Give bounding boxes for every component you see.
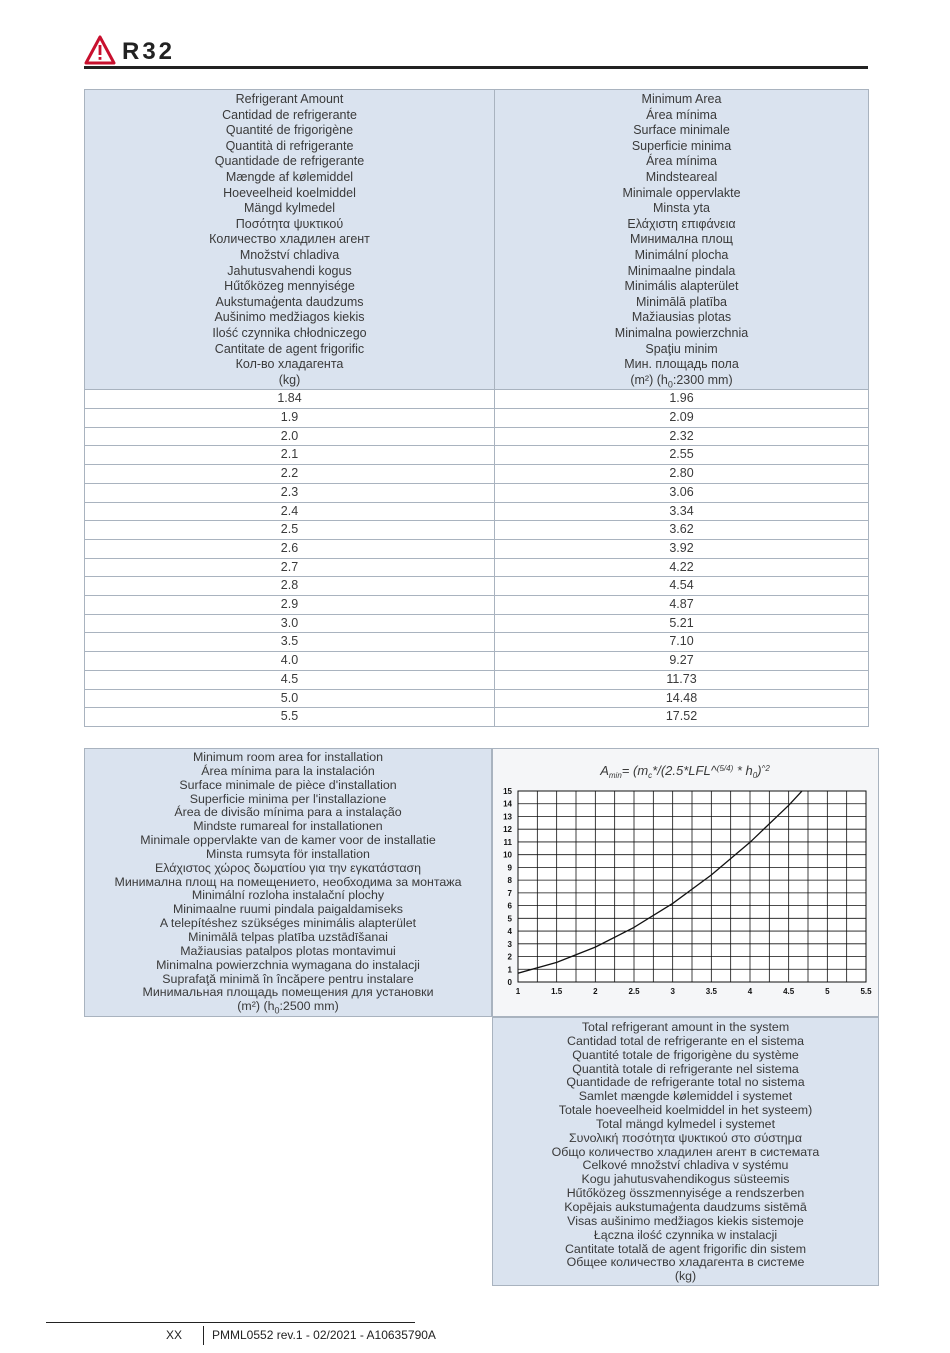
cell-minimum-area: 1.96 <box>495 390 869 409</box>
refrigerant-area-table <box>84 89 869 727</box>
header-line: Mängd kylmedel <box>243 201 335 216</box>
table-row <box>85 652 869 671</box>
description-line: (kg) <box>674 1269 697 1284</box>
x-tick-label: 5.5 <box>860 987 872 996</box>
description-line: Kogu jahutusvahendikogus süsteemis <box>581 1172 790 1187</box>
table-row <box>85 521 869 540</box>
table-row <box>85 633 869 652</box>
table-row <box>85 708 869 727</box>
header-line: Мин. площадь пола <box>624 357 739 372</box>
table-row <box>85 670 869 689</box>
y-tick-label: 6 <box>507 901 512 911</box>
header-line: Superficie minima <box>631 138 732 153</box>
description-line: Minsta rumsyta för installation <box>206 846 370 861</box>
description-line: Quantidade de refrigerante total no sistema <box>566 1075 805 1090</box>
formula-part: = (m <box>621 763 649 778</box>
y-tick-label: 0 <box>507 978 512 987</box>
header-line: Cantidad de refrigerante <box>222 107 357 122</box>
header-line: Surface minimale <box>633 123 730 138</box>
description-line: Área mínima para la instalación <box>201 763 375 778</box>
cell-refrigerant-amount: 2.2 <box>85 465 495 484</box>
y-tick-label: 5 <box>507 914 512 924</box>
formula-part: ^2 <box>761 764 770 773</box>
y-axis-description <box>84 748 492 1017</box>
description-line: Quantité totale de frigorigène du système <box>572 1047 799 1062</box>
header-refrigerant-amount <box>85 90 495 390</box>
description-line: Общее количество хладагента в системе <box>566 1255 805 1270</box>
description-unit <box>85 1000 491 1018</box>
header-line: Quantidade de refrigerante <box>214 154 365 169</box>
cell-refrigerant-amount: 2.5 <box>85 521 495 540</box>
header-line: Minimale oppervlakte <box>622 185 741 200</box>
y-tick-label: 2 <box>507 952 512 962</box>
description-line: Ελάχιστος χώρος δωματίου για την εγκατάσταση <box>154 860 422 875</box>
x-tick-label: 3 <box>670 987 675 996</box>
cell-refrigerant-amount: 4.0 <box>85 652 495 671</box>
table-row <box>85 577 869 596</box>
description-line: Minimālā telpas platība uzstādīšanai <box>188 929 388 944</box>
description-line: Cantidad total de refrigerante en el sistema <box>567 1033 804 1048</box>
description-line: Quantità totale di refrigerante nel sistema <box>572 1061 799 1076</box>
table-row <box>85 539 869 558</box>
header-line: Cantitate de agent frigorific <box>214 341 365 356</box>
header-line: Minsta yta <box>653 201 710 216</box>
chart-panel <box>492 748 879 1017</box>
cell-minimum-area: 5.21 <box>495 614 869 633</box>
cell-minimum-area: 9.27 <box>495 652 869 671</box>
x-tick-label: 2 <box>593 987 598 996</box>
table-row <box>85 558 869 577</box>
formula-part: 0 <box>752 771 758 780</box>
cell-minimum-area: 14.48 <box>495 689 869 708</box>
unit-text: (m²) (h <box>237 999 275 1014</box>
header-line: Refrigerant Amount <box>235 92 344 106</box>
table-row <box>85 427 869 446</box>
description-line: Συνολική ποσότητα ψυκτικού στο σύστημα <box>569 1130 802 1145</box>
cell-minimum-area: 4.54 <box>495 577 869 596</box>
cell-minimum-area: 17.52 <box>495 708 869 727</box>
description-line: Minimalna powierzchnia wymagana do instalacji <box>156 957 420 972</box>
description-line: Total refrigerant amount in the system <box>581 1020 790 1034</box>
y-tick-label: 11 <box>503 837 512 847</box>
cell-minimum-area: 3.06 <box>495 483 869 502</box>
formula-part: c <box>648 771 653 780</box>
document-reference: PMML0552 rev.1 - 02/2021 - A10635790A <box>212 1328 436 1342</box>
cell-minimum-area: 7.10 <box>495 633 869 652</box>
cell-refrigerant-amount: 5.5 <box>85 708 495 727</box>
header-line: Minimum Area <box>641 92 722 106</box>
description-line: Минимална площ на помещението, необходима за монтажа <box>114 874 462 889</box>
header-line: Mažiausias plotas <box>631 310 732 325</box>
formula-part: */(2.5*LFL^ <box>652 763 717 778</box>
header-line: Количество хладилен агент <box>209 232 370 247</box>
cell-refrigerant-amount: 2.6 <box>85 539 495 558</box>
header-line: Ελάχιστη επιφάνεια <box>627 216 736 231</box>
cell-refrigerant-amount: 2.3 <box>85 483 495 502</box>
x-tick-label: 4.5 <box>783 987 795 996</box>
x-tick-label: 2.5 <box>628 987 640 996</box>
cell-minimum-area: 2.80 <box>495 465 869 484</box>
cell-refrigerant-amount: 2.7 <box>85 558 495 577</box>
x-tick-label: 1.5 <box>551 987 563 996</box>
description-line: Общо количество хладилен агент в системата <box>551 1144 820 1159</box>
area-vs-charge-chart <box>493 749 878 1016</box>
y-tick-label: 9 <box>507 863 512 873</box>
footer-separator <box>203 1326 204 1345</box>
header-line: Minimalna powierzchnia <box>614 325 749 340</box>
description-line: Mindste rumareal for installationen <box>193 819 383 834</box>
unit-subscript: 0 <box>274 1005 280 1016</box>
table-row <box>85 390 869 409</box>
table-row <box>85 596 869 615</box>
header-line: Ποσότητα ψυκτικού <box>235 216 344 231</box>
header-minimum-area <box>495 90 869 390</box>
header-line: Aušinimo medžiagos kiekis <box>214 310 365 325</box>
table-row <box>85 483 869 502</box>
description-line: Łączna ilość czynnika w instalacji <box>593 1227 778 1242</box>
header-line: Minimaalne pindala <box>627 263 736 278</box>
cell-refrigerant-amount: 2.4 <box>85 502 495 521</box>
warning-triangle-icon <box>84 35 116 65</box>
description-line: Mažiausias patalpos plotas montavimui <box>180 943 396 958</box>
cell-refrigerant-amount: 5.0 <box>85 689 495 708</box>
description-line: Total mängd kylmedel i systemet <box>595 1116 776 1131</box>
y-tick-label: 7 <box>507 888 512 898</box>
y-tick-label: 3 <box>507 939 512 949</box>
header-line: Mængde af kølemiddel <box>225 169 354 184</box>
header-line: Área mínima <box>646 107 717 122</box>
description-line: Hűtőközeg összmennyisége a rendszerben <box>566 1186 805 1201</box>
unit-text: (m²) (h <box>630 372 668 387</box>
header-line: Hoeveelheid koelmiddel <box>223 185 356 200</box>
x-tick-label: 5 <box>825 987 830 996</box>
cell-minimum-area: 2.09 <box>495 408 869 427</box>
unit-subscript: 0 <box>667 379 673 390</box>
formula-part: A <box>600 763 609 778</box>
table-row <box>85 465 869 484</box>
x-tick-label: 3.5 <box>705 987 717 996</box>
cell-minimum-area: 3.92 <box>495 539 869 558</box>
header-line: Кол-во хладагента <box>235 357 344 372</box>
cell-refrigerant-amount: 2.0 <box>85 427 495 446</box>
description-line: Minimale oppervlakte van de kamer voor de installatie <box>140 833 436 848</box>
header-line: Mindsteareal <box>645 169 718 184</box>
description-line: Minimaalne ruumi pindala paigaldamiseks <box>172 902 404 917</box>
description-line: Área de divisão mínima para a instalação <box>174 805 402 820</box>
description-line: Minimální rozloha instalační plochy <box>191 888 385 903</box>
header-line: (kg) <box>278 372 301 387</box>
table-row <box>85 502 869 521</box>
chart-formula <box>599 763 770 780</box>
cell-minimum-area: 4.87 <box>495 596 869 615</box>
table-row <box>85 446 869 465</box>
table-header-row <box>85 90 869 390</box>
unit-text: :2500 mm) <box>279 999 339 1014</box>
cell-refrigerant-amount: 1.84 <box>85 390 495 409</box>
header-line: Минимална площ <box>630 232 733 247</box>
formula-part: min <box>608 771 622 780</box>
y-tick-label: 4 <box>507 927 512 937</box>
description-line: Superficie minima per l'installazione <box>189 791 387 806</box>
cell-minimum-area: 3.34 <box>495 502 869 521</box>
cell-refrigerant-amount: 2.9 <box>85 596 495 615</box>
header-line: Minimális alapterület <box>624 279 739 294</box>
header-line: Quantité de frigorigène <box>225 123 354 138</box>
x-tick-label: 1 <box>515 987 521 996</box>
header-line: Hűtőközeg mennyisége <box>224 279 355 294</box>
y-tick-label: 15 <box>503 787 512 796</box>
description-line: Kopējais aukstumaģenta daudzums sistēmā <box>564 1199 807 1214</box>
header-line: Množství chladiva <box>239 247 340 262</box>
description-line: Минимальная площадь помещения для установки <box>142 985 434 1000</box>
table-row <box>85 408 869 427</box>
y-tick-label: 14 <box>503 799 512 809</box>
page-number: XX <box>166 1328 183 1342</box>
page-header <box>84 33 868 69</box>
y-tick-label: 12 <box>503 825 512 835</box>
header-line: Ilość czynnika chłodniczego <box>212 325 367 340</box>
x-axis-description <box>492 1017 879 1286</box>
cell-refrigerant-amount: 2.1 <box>85 446 495 465</box>
formula-part: ) <box>757 763 762 778</box>
brand-title: R32 <box>122 38 176 65</box>
y-tick-label: 8 <box>507 876 512 886</box>
description-line: A telepítéshez szükséges minimális alapterület <box>159 916 417 931</box>
header-line: Quantità di refrigerante <box>225 138 354 153</box>
formula-part: (5/4) <box>716 764 734 773</box>
cell-refrigerant-amount: 3.0 <box>85 614 495 633</box>
formula-part: * h <box>733 763 753 778</box>
description-line: Visas aušinimo medžiagos kiekis sistemoje <box>567 1213 804 1228</box>
cell-minimum-area: 4.22 <box>495 558 869 577</box>
x-tick-label: 4 <box>747 987 753 996</box>
header-line: Jahutusvahendi kogus <box>227 263 352 278</box>
description-line: Totale hoeveelheid koelmiddel in het systeem) <box>558 1103 813 1118</box>
cell-refrigerant-amount: 3.5 <box>85 633 495 652</box>
cell-refrigerant-amount: 1.9 <box>85 408 495 427</box>
header-line: Minimální plocha <box>634 247 729 262</box>
header-line: Spaţiu minim <box>645 341 718 356</box>
description-line: Cantitate totală de agent frigorific din sistem <box>564 1241 807 1256</box>
y-tick-label: 10 <box>503 850 512 860</box>
footer-rule <box>46 1322 415 1323</box>
y-tick-label: 1 <box>507 965 512 975</box>
header-line: Área mínima <box>646 154 717 169</box>
cell-minimum-area: 2.32 <box>495 427 869 446</box>
header-line: Aukstumaģenta daudzums <box>215 294 364 309</box>
description-line: Minimum room area for installation <box>192 750 384 764</box>
description-line: Samlet mængde kølemiddel i systemet <box>578 1089 793 1104</box>
cell-minimum-area: 2.55 <box>495 446 869 465</box>
cell-refrigerant-amount: 2.8 <box>85 577 495 596</box>
table-row <box>85 689 869 708</box>
description-line: Celkové množství chladiva v systému <box>582 1158 789 1173</box>
cell-minimum-area: 11.73 <box>495 670 869 689</box>
cell-refrigerant-amount: 4.5 <box>85 670 495 689</box>
header-unit <box>495 373 868 389</box>
description-line: Surface minimale de pièce d'installation <box>179 777 397 792</box>
header-line: Minimālā platība <box>635 294 727 309</box>
cell-minimum-area: 3.62 <box>495 521 869 540</box>
header-rule <box>84 66 868 69</box>
description-line: Suprafaţă minimă în încăpere pentru instalare <box>162 971 414 986</box>
table-row <box>85 614 869 633</box>
unit-text: :2300 mm) <box>672 372 733 387</box>
y-tick-label: 13 <box>503 812 512 822</box>
